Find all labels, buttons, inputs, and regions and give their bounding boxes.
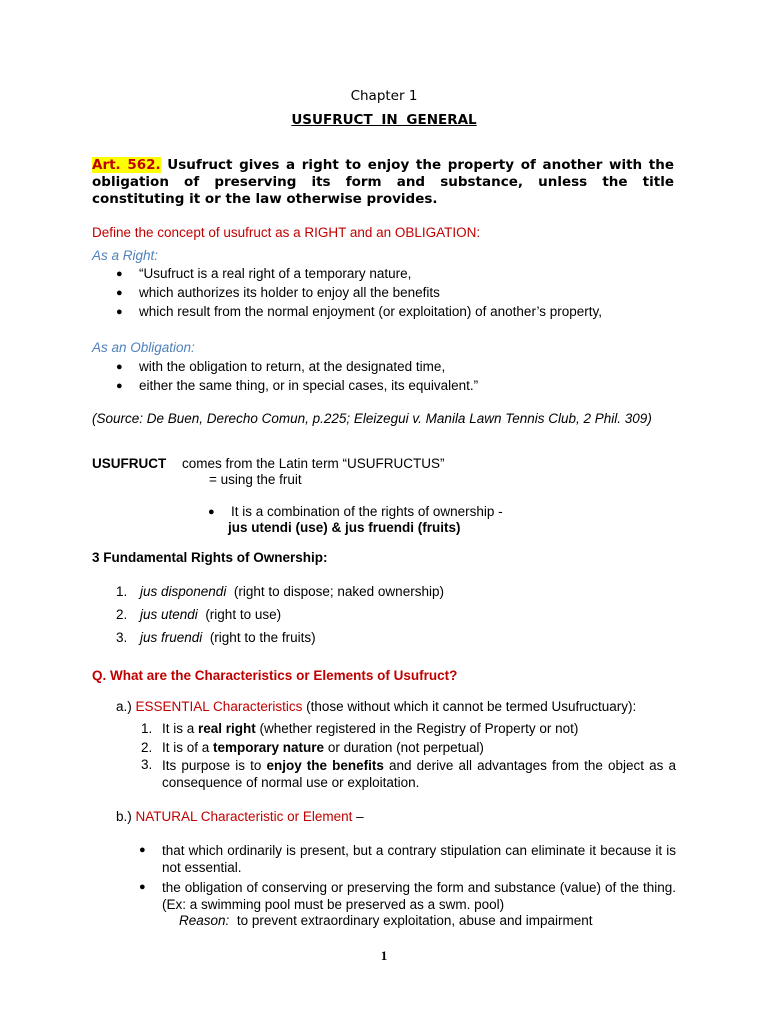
bullet-icon: ● (116, 268, 123, 280)
as-right-heading: As a Right: (92, 248, 159, 263)
fundamental-heading: 3 Fundamental Rights of Ownership: (92, 550, 328, 565)
as-obligation-heading: As an Obligation: (92, 340, 195, 355)
usufruct-meaning: = using the fruit (209, 472, 302, 487)
bullet-icon: ● (116, 306, 123, 318)
fundamental-item (116, 630, 316, 645)
item-number: 2. (116, 607, 128, 622)
page-title-text: USUFRUCT IN GENERAL (291, 112, 477, 128)
item-desc: (right to dispose; naked ownership) (233, 584, 444, 599)
natural-item: the obligation of conserving or preserving the form and substance (value) of the thing. (Ex: a swimming pool must be preserved as a swm. pool) (162, 880, 676, 912)
as-obligation-item: either the same thing, or in special cases, its equivalent.” (139, 378, 479, 393)
fundamental-item (116, 584, 444, 599)
item-number: 3. (141, 757, 153, 772)
usufruct-origin: comes from the Latin term “USUFRUCTUS” (182, 456, 445, 471)
source-citation: (Source: De Buen, Derecho Comun, p.225; Eleizegui v. Manila Lawn Tennis Club, 2 Phil. 309) (92, 411, 652, 426)
essential-item (141, 757, 152, 772)
as-obligation-item: with the obligation to return, at the designated time, (139, 359, 446, 374)
usufruct-term: USUFRUCT (92, 456, 167, 471)
essential-title: ESSENTIAL Characteristics (135, 699, 303, 714)
item-number: 2. (141, 740, 153, 755)
combo-text: It is a combination of the rights of ownership - (231, 504, 503, 519)
item-term: jus fruendi (140, 630, 203, 645)
essential-label: a.) (116, 699, 132, 714)
natural-title: NATURAL Characteristic or Element (135, 809, 353, 824)
reason-label: Reason: (179, 913, 230, 928)
essential-item-text: It is of a temporary nature or duration (not perpetual) (162, 740, 484, 755)
bullet-icon: ● (139, 881, 146, 893)
natural-dash: – (356, 809, 364, 824)
reason-line (179, 913, 593, 928)
article-text: Usufruct gives a right to enjoy the property of another with the obligation of preserving its form and substance, unless the title constituting it or the law otherwise provides. (92, 157, 675, 207)
natural-item: that which ordinarily is present, but a contrary stipulation can eliminate it because it is not essential. (162, 843, 676, 875)
essential-item (141, 740, 152, 755)
question-heading: Q. What are the Characteristics or Elements of Usufruct? (92, 668, 458, 683)
page-number: 1 (380, 948, 388, 963)
bullet-icon: ● (116, 287, 123, 299)
as-right-item: “Usufruct is a real right of a temporary nature, (139, 266, 412, 281)
natural-heading (116, 809, 364, 824)
item-term: jus disponendi (140, 584, 227, 599)
as-right-item: which result from the normal enjoyment (or exploitation) of another’s property, (139, 304, 602, 319)
bullet-icon: ● (139, 844, 146, 856)
essential-desc: (those without which it cannot be termed Usufructuary): (306, 699, 637, 714)
natural-label: b.) (116, 809, 132, 824)
item-number: 3. (116, 630, 128, 645)
item-number: 1. (141, 721, 153, 736)
combo-bold: jus utendi (use) & jus fruendi (fruits) (228, 520, 461, 535)
article-562 (92, 157, 674, 208)
essential-item-text: It is a real right (whether registered in the Registry of Property or not) (162, 721, 579, 736)
reason-text: to prevent extraordinary exploitation, abuse and impairment (236, 913, 593, 928)
page-title (0, 112, 768, 128)
essential-heading (116, 699, 636, 714)
item-term: jus utendi (140, 607, 198, 622)
essential-item (141, 721, 152, 736)
bullet-icon: ● (208, 506, 215, 518)
bullet-icon: ● (116, 380, 123, 392)
bullet-icon: ● (116, 361, 123, 373)
item-desc: (right to the fruits) (209, 630, 316, 645)
item-number: 1. (116, 584, 128, 599)
essential-item-text: Its purpose is to enjoy the benefits and derive all advantages from the object as a consequence of normal use or exploitation. (162, 758, 676, 790)
as-right-item: which authorizes its holder to enjoy all the benefits (139, 285, 440, 300)
define-prompt: Define the concept of usufruct as a RIGHT and an OBLIGATION: (92, 225, 481, 240)
article-label: Art. 562. (92, 157, 161, 173)
fundamental-item (116, 607, 282, 622)
chapter-label: Chapter 1 (350, 88, 418, 104)
item-desc: (right to use) (205, 607, 282, 622)
